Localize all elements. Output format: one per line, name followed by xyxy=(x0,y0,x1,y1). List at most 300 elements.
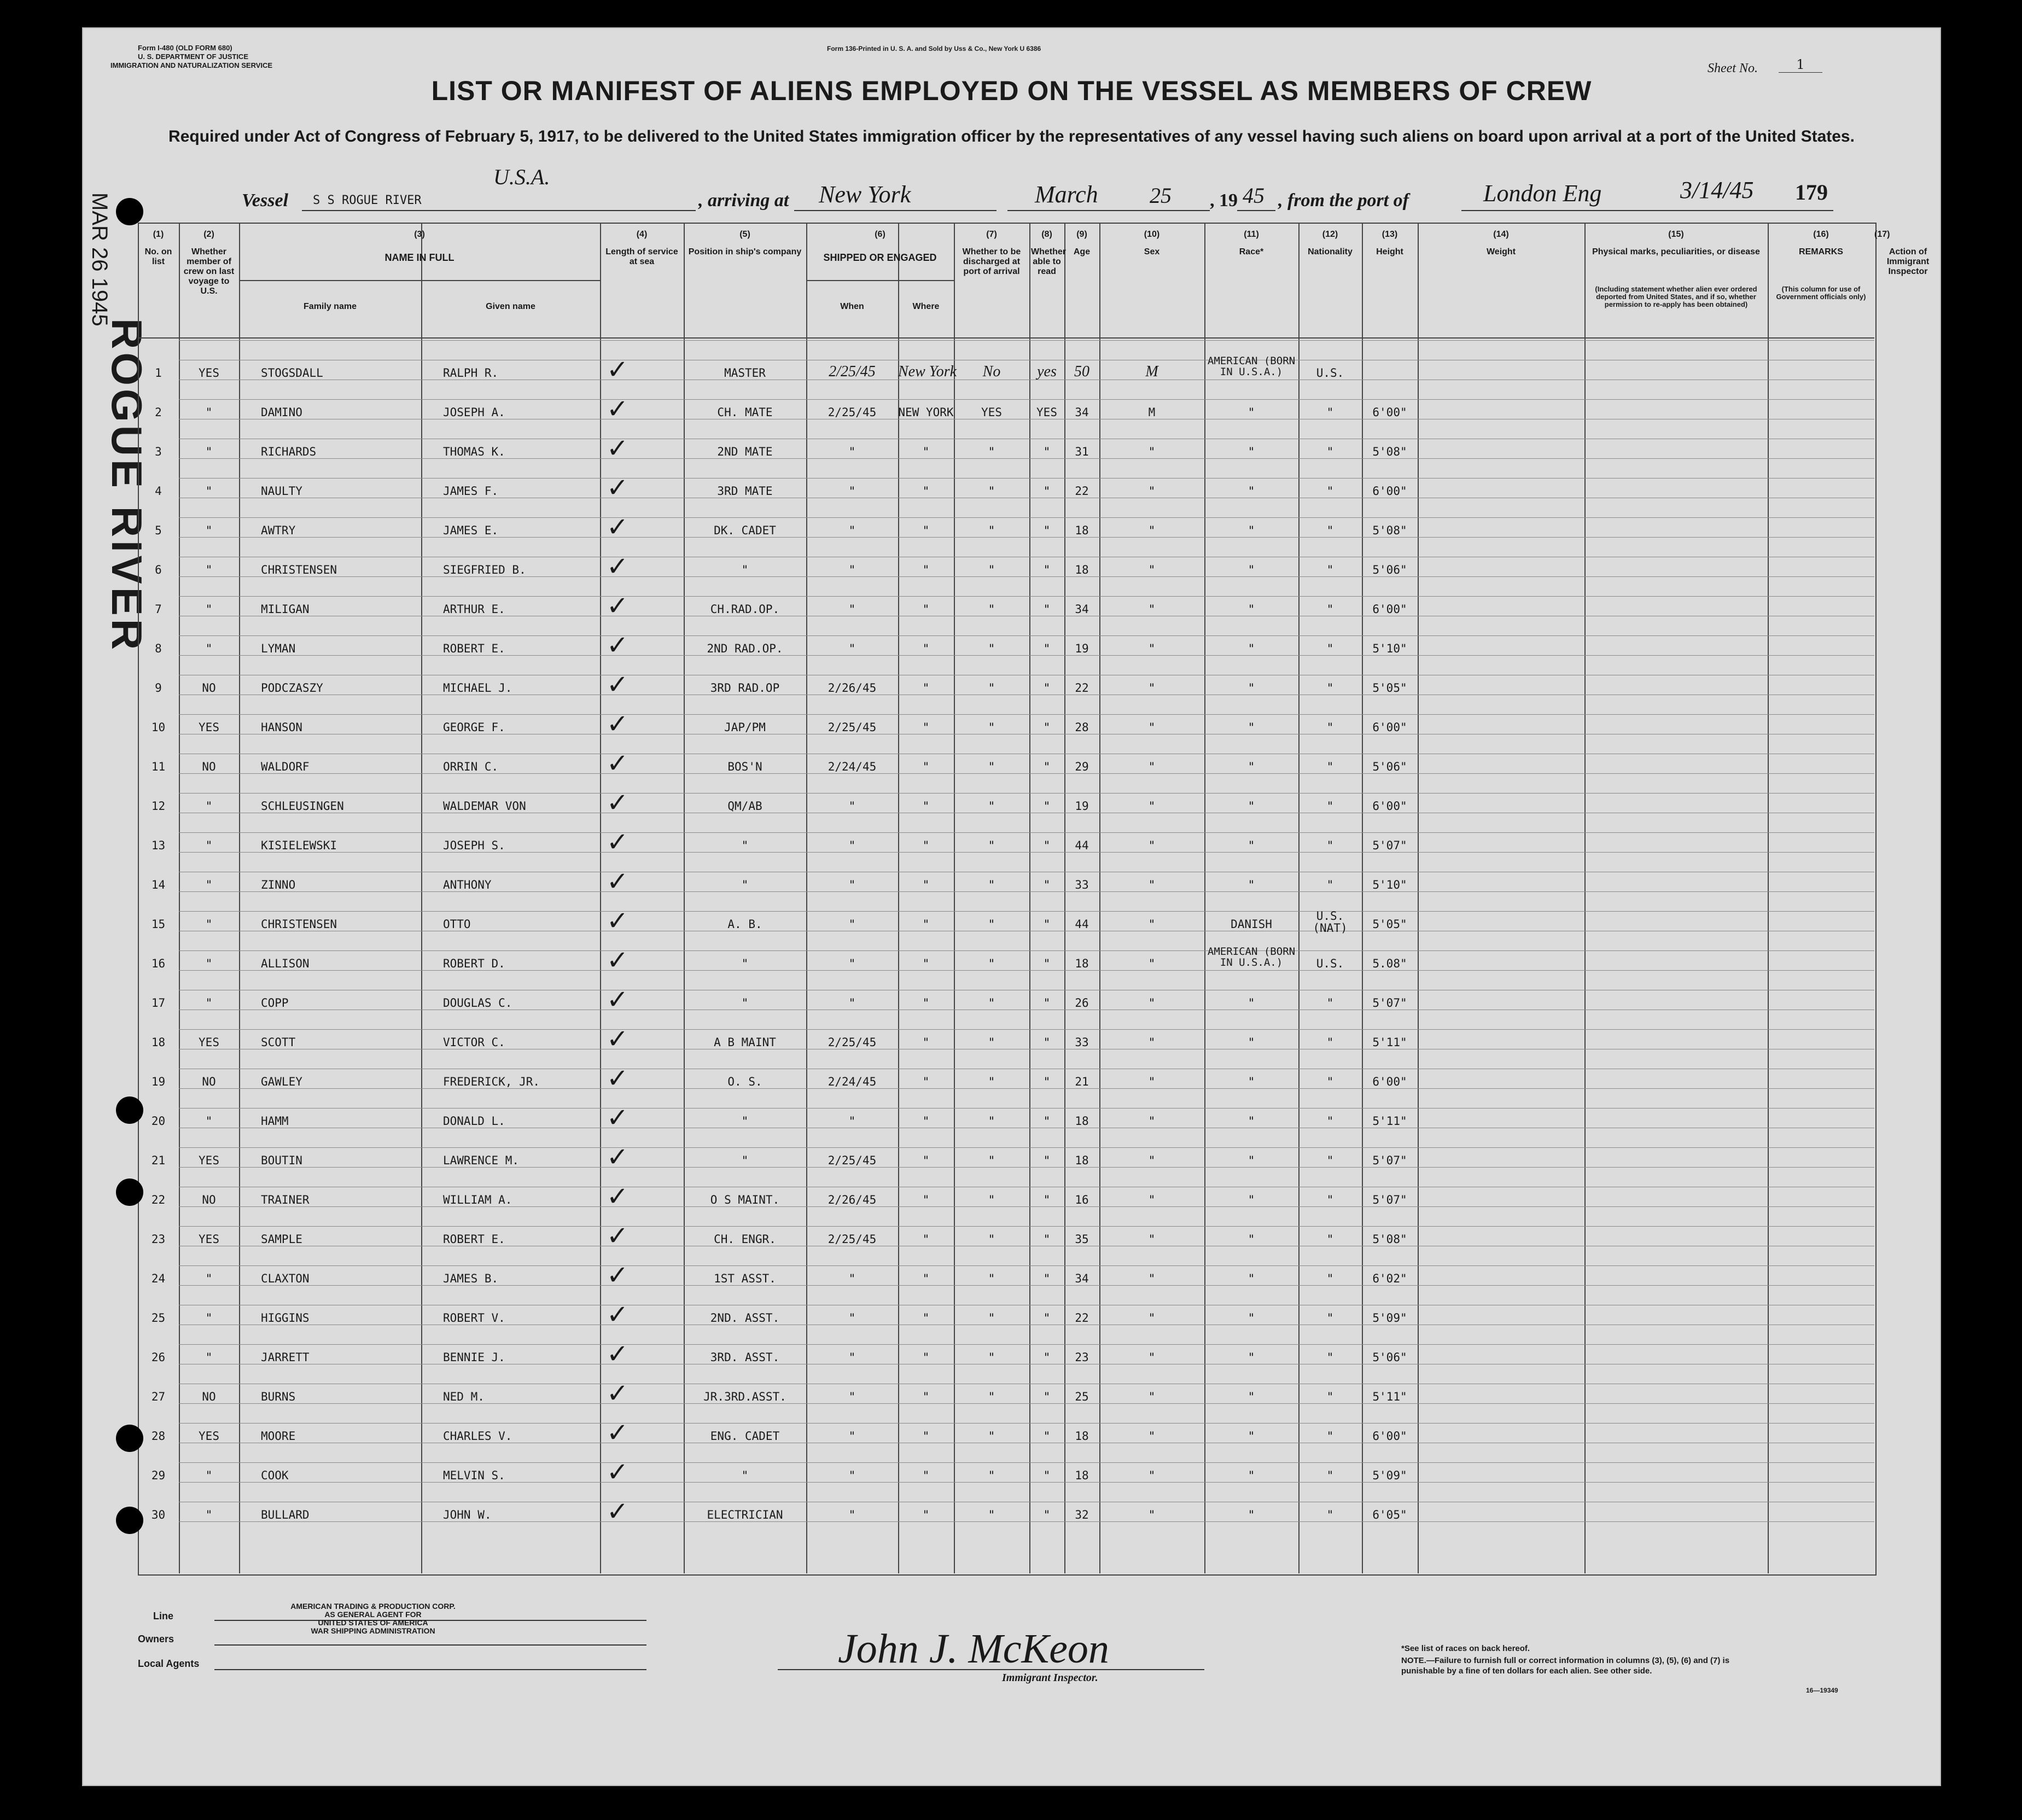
check-mark-icon: ✓ xyxy=(607,669,629,700)
cell-family: KISIELEWSKI xyxy=(261,839,337,852)
check-mark-icon: ✓ xyxy=(607,1457,629,1488)
cell-sex: " xyxy=(1148,1311,1156,1325)
cell-no: 16 xyxy=(151,957,166,970)
cell-last: YES xyxy=(199,366,219,380)
cell-height: 5'05" xyxy=(1372,681,1407,695)
cell-sex: " xyxy=(1148,1430,1156,1443)
from-port: London Eng xyxy=(1483,180,1602,207)
cell-age: 34 xyxy=(1075,406,1089,419)
cell-family: CLAXTON xyxy=(261,1272,310,1285)
column-header: Physical marks, peculiarities, or disease xyxy=(1592,247,1760,256)
cell-nationality: " xyxy=(1326,1193,1334,1206)
cell-sex: " xyxy=(1148,1036,1156,1049)
cell-family: HIGGINS xyxy=(261,1311,310,1325)
arrival-day: 25 xyxy=(1150,183,1172,208)
cell-no: 15 xyxy=(151,918,166,931)
cell-last: YES xyxy=(199,1154,219,1167)
cell-given: BENNIE J. xyxy=(443,1351,505,1364)
cell-nationality: " xyxy=(1326,1508,1334,1521)
cell-discharged: " xyxy=(988,878,995,891)
cell-height: 5'06" xyxy=(1372,760,1407,773)
cell-race: " xyxy=(1248,681,1255,695)
column-rule xyxy=(1099,223,1100,1573)
cell-nationality: " xyxy=(1326,1272,1334,1285)
column-header: SHIPPED OR ENGAGED xyxy=(823,252,937,263)
cell-family: GAWLEY xyxy=(261,1075,302,1088)
cell-sex: " xyxy=(1148,957,1156,970)
cell-read: " xyxy=(1043,445,1051,458)
cell-nationality: " xyxy=(1326,1430,1334,1443)
check-mark-icon: ✓ xyxy=(607,984,629,1015)
check-mark-icon: ✓ xyxy=(607,394,629,424)
check-mark-icon: ✓ xyxy=(607,709,629,739)
cell-sex: " xyxy=(1148,760,1156,773)
cell-discharged: " xyxy=(988,1233,995,1246)
check-mark-icon: ✓ xyxy=(607,512,629,542)
check-mark-icon: ✓ xyxy=(607,1024,629,1054)
date-stamp: MAR 26 1945 xyxy=(88,192,112,326)
cell-age: 18 xyxy=(1075,1115,1089,1128)
check-mark-icon: ✓ xyxy=(607,1299,629,1330)
cell-no: 17 xyxy=(151,996,166,1010)
cell-race: " xyxy=(1248,1469,1255,1482)
cell-nationality: " xyxy=(1326,760,1334,773)
check-mark-icon: ✓ xyxy=(607,945,629,976)
cell-given: MICHAEL J. xyxy=(443,681,512,695)
cell-discharged: " xyxy=(988,603,995,616)
line-label: Line xyxy=(153,1611,174,1621)
cell-when: " xyxy=(848,524,856,537)
check-mark-icon: ✓ xyxy=(607,472,629,503)
cell-discharged: YES xyxy=(981,406,1002,419)
cell-position: " xyxy=(741,839,749,852)
cell-last: YES xyxy=(199,1233,219,1246)
cell-when: 2/25/45 xyxy=(828,1036,877,1049)
form-number: Form I-480 (OLD FORM 680) xyxy=(138,44,232,52)
cell-position: " xyxy=(741,1115,749,1128)
cell-sex: " xyxy=(1148,878,1156,891)
cell-race: " xyxy=(1248,1075,1255,1088)
cell-sex: " xyxy=(1148,524,1156,537)
check-mark-icon: ✓ xyxy=(607,827,629,858)
cell-position: 1ST ASST. xyxy=(714,1272,776,1285)
cell-height: 5'07" xyxy=(1372,1154,1407,1167)
cell-age: 31 xyxy=(1075,445,1089,458)
cell-read: " xyxy=(1043,1075,1051,1088)
cell-no: 7 xyxy=(155,603,162,616)
cell-given: ANTHONY xyxy=(443,878,492,891)
cell-where: " xyxy=(922,878,930,891)
cell-age: 34 xyxy=(1075,1272,1089,1285)
cell-race: " xyxy=(1248,800,1255,813)
cell-position: A. B. xyxy=(727,918,762,931)
column-number: (6) xyxy=(875,230,885,239)
agent-stamp: AMERICAN TRADING & PRODUCTION CORP. AS GENERAL AGENT FOR UNITED STATES OF AMERICA WAR SHIPPING ADMINISTRATION xyxy=(290,1602,456,1635)
cell-last: " xyxy=(205,524,213,537)
cell-age: 19 xyxy=(1075,642,1089,655)
column-number: (4) xyxy=(636,230,648,239)
cell-nationality: " xyxy=(1326,721,1334,734)
cell-where: " xyxy=(922,445,930,458)
cell-nationality: " xyxy=(1326,485,1334,498)
cell-height: 6'00" xyxy=(1372,1075,1407,1088)
cell-read: yes xyxy=(1037,363,1057,380)
cell-last: YES xyxy=(199,1430,219,1443)
cell-when: " xyxy=(848,445,856,458)
cell-nationality: U.S. xyxy=(1316,957,1344,970)
cell-when: " xyxy=(848,603,856,616)
cell-height: 5'06" xyxy=(1372,563,1407,576)
cell-race: " xyxy=(1248,563,1255,576)
cell-read: " xyxy=(1043,1311,1051,1325)
cell-age: 32 xyxy=(1075,1508,1089,1521)
cell-position: " xyxy=(741,878,749,891)
cell-no: 19 xyxy=(151,1075,166,1088)
cell-last: " xyxy=(205,642,213,655)
cell-no: 2 xyxy=(155,406,162,419)
manifest-sheet xyxy=(82,27,1941,1786)
cell-read: " xyxy=(1043,957,1051,970)
cell-age: 44 xyxy=(1075,839,1089,852)
departure-date: 3/14/45 xyxy=(1680,177,1754,203)
cell-race: " xyxy=(1248,1390,1255,1403)
cell-no: 20 xyxy=(151,1115,166,1128)
cell-age: 25 xyxy=(1075,1390,1089,1403)
column-rule xyxy=(1204,223,1205,1573)
cell-sex: " xyxy=(1148,1272,1156,1285)
check-mark-icon: ✓ xyxy=(607,1378,629,1409)
cell-no: 29 xyxy=(151,1469,166,1482)
cell-last: YES xyxy=(199,1036,219,1049)
cell-where: " xyxy=(922,642,930,655)
cell-no: 11 xyxy=(151,760,166,773)
cell-read: " xyxy=(1043,1469,1051,1482)
cell-family: SAMPLE xyxy=(261,1233,302,1246)
column-rule xyxy=(954,223,955,1573)
cell-position: ELECTRICIAN xyxy=(707,1508,783,1521)
cell-given: RALPH R. xyxy=(443,366,499,380)
cell-height: 5'10" xyxy=(1372,642,1407,655)
cell-height: 6'00" xyxy=(1372,1430,1407,1443)
column-header: Whether able to read xyxy=(1031,247,1066,276)
cell-height: 5.08" xyxy=(1372,957,1407,970)
column-header: Position in ship's company xyxy=(688,247,802,256)
cell-where: " xyxy=(922,760,930,773)
cell-when: 2/24/45 xyxy=(828,760,877,773)
cell-no: 27 xyxy=(151,1390,166,1403)
cell-age: 22 xyxy=(1075,1311,1089,1325)
cell-family: JARRETT xyxy=(261,1351,310,1364)
cell-when: " xyxy=(848,1115,856,1128)
column-rule xyxy=(806,223,807,1573)
cell-where: " xyxy=(922,957,930,970)
cell-no: 25 xyxy=(151,1311,166,1325)
cell-race: " xyxy=(1248,1036,1255,1049)
cell-age: 16 xyxy=(1075,1193,1089,1206)
column-header: Nationality xyxy=(1308,247,1353,256)
cell-position: ENG. CADET xyxy=(710,1430,780,1443)
column-rule xyxy=(1029,223,1030,1573)
cell-nationality: " xyxy=(1326,445,1334,458)
cell-age: 21 xyxy=(1075,1075,1089,1088)
cell-family: BULLARD xyxy=(261,1508,310,1521)
check-mark-icon: ✓ xyxy=(607,1260,629,1291)
cell-where: " xyxy=(922,918,930,931)
cell-when: " xyxy=(848,1351,856,1364)
cell-nationality: " xyxy=(1326,1233,1334,1246)
cell-no: 28 xyxy=(151,1430,166,1443)
cell-discharged: " xyxy=(988,760,995,773)
column-header: Sex xyxy=(1144,247,1160,256)
cell-age: 18 xyxy=(1075,524,1089,537)
cell-height: 5'07" xyxy=(1372,839,1407,852)
cell-nationality: " xyxy=(1326,996,1334,1010)
cell-read: " xyxy=(1043,996,1051,1010)
cell-age: 18 xyxy=(1075,957,1089,970)
column-header: Race* xyxy=(1239,247,1264,256)
cell-where: " xyxy=(922,1075,930,1088)
cell-nationality: " xyxy=(1326,800,1334,813)
cell-nationality: " xyxy=(1326,1036,1334,1049)
cell-no: 22 xyxy=(151,1193,166,1206)
cell-position: CH. ENGR. xyxy=(714,1233,776,1246)
cell-position: 2ND. ASST. xyxy=(710,1311,780,1325)
cell-last: " xyxy=(205,603,213,616)
cell-last: " xyxy=(205,445,213,458)
ship-stamp: ROGUE RIVER xyxy=(103,318,151,654)
cell-height: 5'11" xyxy=(1372,1036,1407,1049)
arrival-year: 45 xyxy=(1243,183,1265,208)
column-number: (7) xyxy=(986,230,997,239)
cell-discharged: " xyxy=(988,681,995,695)
cell-where: " xyxy=(922,996,930,1010)
cell-discharged: " xyxy=(988,1508,995,1521)
cell-given: THOMAS K. xyxy=(443,445,505,458)
cell-position: " xyxy=(741,1154,749,1167)
cell-height: 5'08" xyxy=(1372,1233,1407,1246)
column-rule xyxy=(1418,223,1419,1573)
cell-no: 18 xyxy=(151,1036,166,1049)
cell-no: 1 xyxy=(155,366,162,380)
cell-where: " xyxy=(922,1115,930,1128)
cell-sex: " xyxy=(1148,996,1156,1010)
year-prefix: , 19 xyxy=(1210,190,1238,211)
cell-read: " xyxy=(1043,485,1051,498)
cell-height: 5'08" xyxy=(1372,524,1407,537)
cell-discharged: " xyxy=(988,642,995,655)
department: U. S. DEPARTMENT OF JUSTICE xyxy=(138,52,248,61)
check-mark-icon: ✓ xyxy=(607,1496,629,1527)
cell-nationality: " xyxy=(1326,524,1334,537)
cell-race: " xyxy=(1248,878,1255,891)
check-mark-icon: ✓ xyxy=(607,1063,629,1094)
inspector-label: Immigrant Inspector. xyxy=(1002,1672,1098,1684)
cell-nationality: " xyxy=(1326,1469,1334,1482)
cell-no: 8 xyxy=(155,642,162,655)
cell-discharged: " xyxy=(988,1193,995,1206)
cell-when: 2/25/45 xyxy=(828,1154,877,1167)
cell-given: CHARLES V. xyxy=(443,1430,512,1443)
cell-position: BOS'N xyxy=(727,760,762,773)
cell-given: JAMES B. xyxy=(443,1272,499,1285)
cell-last: " xyxy=(205,1272,213,1285)
column-header: Weight xyxy=(1486,247,1516,256)
cell-when: " xyxy=(848,1469,856,1482)
check-mark-icon: ✓ xyxy=(607,866,629,897)
crew-table xyxy=(138,223,1877,1576)
cell-discharged: " xyxy=(988,1075,995,1088)
cell-height: 5'07" xyxy=(1372,1193,1407,1206)
cell-age: 18 xyxy=(1075,1469,1089,1482)
cell-where: " xyxy=(922,603,930,616)
cell-read: " xyxy=(1043,1508,1051,1521)
cell-read: " xyxy=(1043,1233,1051,1246)
column-number: (3) xyxy=(414,230,425,239)
cell-discharged: " xyxy=(988,563,995,576)
cell-when: 2/25/45 xyxy=(828,721,877,734)
cell-family: AWTRY xyxy=(261,524,296,537)
cell-sex: " xyxy=(1148,1469,1156,1482)
check-mark-icon: ✓ xyxy=(607,1102,629,1133)
cell-race: " xyxy=(1248,1508,1255,1521)
cell-family: MILIGAN xyxy=(261,603,310,616)
cell-read: " xyxy=(1043,760,1051,773)
cell-height: 6'02" xyxy=(1372,1272,1407,1285)
cell-when: " xyxy=(848,918,856,931)
cell-discharged: " xyxy=(988,1311,995,1325)
cell-family: MOORE xyxy=(261,1430,296,1443)
cell-discharged: " xyxy=(988,1430,995,1443)
column-header: NAME IN FULL xyxy=(384,252,454,263)
cell-no: 3 xyxy=(155,445,162,458)
column-number: (9) xyxy=(1076,230,1087,239)
cell-when: " xyxy=(848,996,856,1010)
cell-age: 35 xyxy=(1075,1233,1089,1246)
cell-age: 26 xyxy=(1075,996,1089,1010)
cell-position: " xyxy=(741,996,749,1010)
cell-sex: " xyxy=(1148,918,1156,931)
column-number: (17) xyxy=(1874,230,1890,239)
cell-height: 5'06" xyxy=(1372,1351,1407,1364)
cell-sex: " xyxy=(1148,642,1156,655)
cell-given: ROBERT V. xyxy=(443,1311,505,1325)
cell-family: SCHLEUSINGEN xyxy=(261,800,344,813)
cell-age: 33 xyxy=(1075,878,1089,891)
cell-no: 5 xyxy=(155,524,162,537)
cell-sex: " xyxy=(1148,681,1156,695)
cell-given: DONALD L. xyxy=(443,1115,505,1128)
cell-height: 5'09" xyxy=(1372,1311,1407,1325)
cell-discharged: " xyxy=(988,800,995,813)
cell-height: 6'00" xyxy=(1372,800,1407,813)
cell-position: 3RD. ASST. xyxy=(710,1351,780,1364)
cell-read: " xyxy=(1043,642,1051,655)
cell-family: PODCZASZY xyxy=(261,681,323,695)
check-mark-icon: ✓ xyxy=(607,1181,629,1212)
binder-hole xyxy=(116,1096,143,1124)
column-number: (11) xyxy=(1244,230,1259,239)
cell-nationality: " xyxy=(1326,1154,1334,1167)
cell-discharged: No xyxy=(982,363,1001,380)
cell-age: 22 xyxy=(1075,681,1089,695)
cell-nationality: " xyxy=(1326,603,1334,616)
cell-height: 5'11" xyxy=(1372,1390,1407,1403)
cell-family: DAMINO xyxy=(261,406,302,419)
cell-where: " xyxy=(922,681,930,695)
cell-last: NO xyxy=(202,1193,216,1206)
cell-when: 2/25/45 xyxy=(829,363,876,380)
cell-age: 50 xyxy=(1074,363,1089,380)
check-mark-icon: ✓ xyxy=(607,1142,629,1172)
cell-where: " xyxy=(922,839,930,852)
check-mark-icon: ✓ xyxy=(607,354,629,385)
cell-race: " xyxy=(1248,1351,1255,1364)
cell-where: " xyxy=(922,1233,930,1246)
cell-last: " xyxy=(205,1508,213,1521)
cell-where: " xyxy=(922,1036,930,1049)
cell-height: 6'00" xyxy=(1372,485,1407,498)
page-subtitle: Required under Act of Congress of February 5, 1917, to be delivered to the United States immigration officer by the representatives of any vessel having such aliens on board upon arrival at a port of the United States. xyxy=(168,127,1855,145)
cell-no: 23 xyxy=(151,1233,166,1246)
cell-discharged: " xyxy=(988,1469,995,1482)
cell-sex: " xyxy=(1148,1115,1156,1128)
cell-race: " xyxy=(1248,996,1255,1010)
cell-discharged: " xyxy=(988,957,995,970)
vessel-name: S S ROGUE RIVER xyxy=(313,194,422,207)
cell-where: NEW YORK xyxy=(898,406,954,419)
cell-family: HANSON xyxy=(261,721,302,734)
column-rule xyxy=(600,223,601,1573)
cell-given: FREDERICK, JR. xyxy=(443,1075,540,1088)
binder-hole xyxy=(116,198,143,225)
cell-last: " xyxy=(205,406,213,419)
cell-age: 34 xyxy=(1075,603,1089,616)
cell-age: 19 xyxy=(1075,800,1089,813)
cell-race: " xyxy=(1248,1430,1255,1443)
cell-position: JAP/PM xyxy=(724,721,766,734)
check-mark-icon: ✓ xyxy=(607,1339,629,1369)
cell-given: MELVIN S. xyxy=(443,1469,505,1482)
cell-last: " xyxy=(205,1469,213,1482)
cell-race: " xyxy=(1248,1233,1255,1246)
cell-sex: " xyxy=(1148,1508,1156,1521)
cell-discharged: " xyxy=(988,1272,995,1285)
check-mark-icon: ✓ xyxy=(607,906,629,936)
cell-family: ZINNO xyxy=(261,878,296,891)
cell-discharged: " xyxy=(988,1351,995,1364)
cell-sex: " xyxy=(1148,485,1156,498)
cell-given: LAWRENCE M. xyxy=(443,1154,520,1167)
cell-read: " xyxy=(1043,878,1051,891)
cell-family: BOUTIN xyxy=(261,1154,302,1167)
cell-sex: " xyxy=(1148,563,1156,576)
cell-race: " xyxy=(1248,642,1255,655)
cell-age: 22 xyxy=(1075,485,1089,498)
cell-sex: " xyxy=(1148,603,1156,616)
cell-family: TRAINER xyxy=(261,1193,310,1206)
cell-discharged: " xyxy=(988,996,995,1010)
cell-read: " xyxy=(1043,1115,1051,1128)
cell-position: 3RD RAD.OP xyxy=(710,681,780,695)
cell-given: JOSEPH S. xyxy=(443,839,505,852)
cell-when: 2/26/45 xyxy=(828,681,877,695)
cell-race: " xyxy=(1248,524,1255,537)
cell-no: 30 xyxy=(151,1508,166,1521)
vessel-label: Vessel xyxy=(242,190,288,211)
column-number: (2) xyxy=(203,230,214,239)
cell-where: " xyxy=(922,1193,930,1206)
cell-nationality: " xyxy=(1326,1390,1334,1403)
